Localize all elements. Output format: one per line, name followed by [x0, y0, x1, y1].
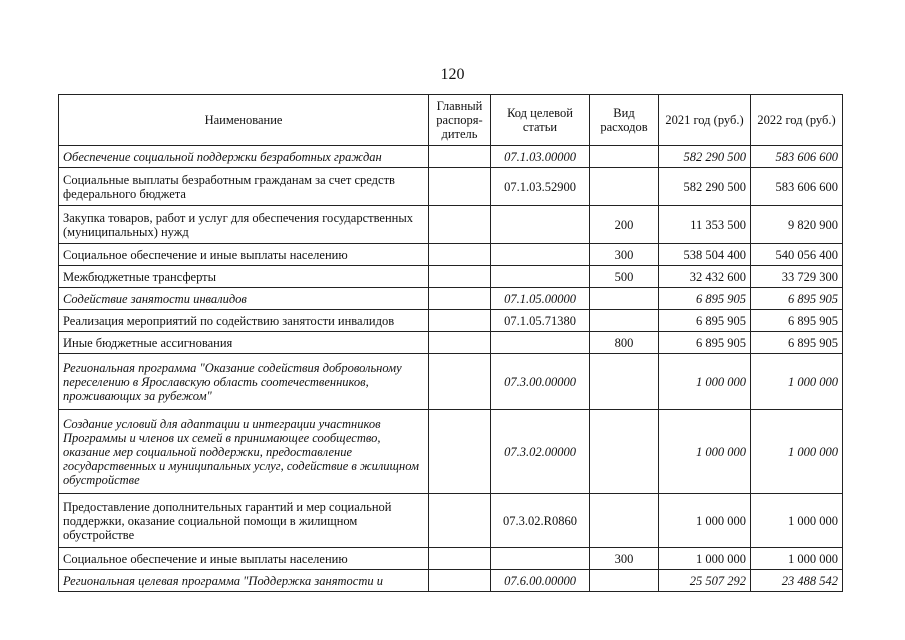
- cell-2022: 583 606 600: [751, 146, 843, 168]
- cell-expense-type: [590, 354, 659, 410]
- cell-target-code: [491, 548, 590, 570]
- cell-2021: 1 000 000: [659, 410, 751, 494]
- cell-manager: [429, 548, 491, 570]
- cell-name: Региональная программа "Оказание содействия добровольному переселению в Ярославскую область соотечественников, проживающих за рубежом": [59, 354, 429, 410]
- cell-name: Создание условий для адаптации и интеграции участников Программы и членов их семей в принимающее сообщество, оказание мер социальной поддержки, предоставление государственных и муниципальных услуг, содействие в жилищном обустройстве: [59, 410, 429, 494]
- cell-name: Иные бюджетные ассигнования: [59, 332, 429, 354]
- cell-manager: [429, 354, 491, 410]
- cell-manager: [429, 570, 491, 592]
- cell-target-code: 07.1.05.00000: [491, 288, 590, 310]
- cell-manager: [429, 288, 491, 310]
- cell-2022: 6 895 905: [751, 288, 843, 310]
- cell-manager: [429, 168, 491, 206]
- cell-name: Социальное обеспечение и иные выплаты населению: [59, 548, 429, 570]
- cell-target-code: 07.3.02.00000: [491, 410, 590, 494]
- table-row: [59, 266, 843, 288]
- table-row: [59, 206, 843, 244]
- table-row: [59, 244, 843, 266]
- header-2021: 2021 год (руб.): [659, 95, 751, 146]
- table-row: [59, 548, 843, 570]
- page-number: 120: [440, 66, 465, 83]
- cell-name: Региональная целевая программа "Поддержка занятости и: [59, 570, 429, 592]
- cell-manager: [429, 410, 491, 494]
- cell-name: Социальные выплаты безработным гражданам за счет средств федерального бюджета: [59, 168, 429, 206]
- cell-2022: 33 729 300: [751, 266, 843, 288]
- cell-name: Реализация мероприятий по содействию занятости инвалидов: [59, 310, 429, 332]
- cell-name: Предоставление дополнительных гарантий и мер социальной поддержки, оказание социальной помощи в жилищном обустройстве: [59, 494, 429, 548]
- cell-name: Закупка товаров, работ и услуг для обеспечения государственных (муниципальных) нужд: [59, 206, 429, 244]
- header-name: Наименование: [59, 95, 429, 146]
- cell-2021: 11 353 500: [659, 206, 751, 244]
- cell-2022: 23 488 542: [751, 570, 843, 592]
- cell-expense-type: 500: [590, 266, 659, 288]
- table-row: [59, 310, 843, 332]
- table-row: [59, 494, 843, 548]
- cell-manager: [429, 206, 491, 244]
- cell-expense-type: 200: [590, 206, 659, 244]
- cell-target-code: 07.3.00.00000: [491, 354, 590, 410]
- table-row: [59, 332, 843, 354]
- budget-table: [58, 94, 843, 592]
- cell-name: Межбюджетные трансферты: [59, 266, 429, 288]
- cell-2021: 6 895 905: [659, 288, 751, 310]
- cell-target-code: [491, 244, 590, 266]
- table-row: [59, 288, 843, 310]
- cell-manager: [429, 244, 491, 266]
- cell-expense-type: [590, 570, 659, 592]
- cell-2021: 582 290 500: [659, 146, 751, 168]
- header-expense-type: Вид расходов: [590, 95, 659, 146]
- cell-2021: 6 895 905: [659, 310, 751, 332]
- cell-2022: 1 000 000: [751, 354, 843, 410]
- table-row: [59, 354, 843, 410]
- table-row: [59, 168, 843, 206]
- cell-2022: 1 000 000: [751, 548, 843, 570]
- cell-2022: 583 606 600: [751, 168, 843, 206]
- cell-2021: 25 507 292: [659, 570, 751, 592]
- cell-2022: 9 820 900: [751, 206, 843, 244]
- cell-expense-type: [590, 168, 659, 206]
- header-manager: Главный распоря-дитель: [429, 95, 491, 146]
- cell-expense-type: [590, 410, 659, 494]
- cell-2021: 6 895 905: [659, 332, 751, 354]
- cell-target-code: 07.1.05.71380: [491, 310, 590, 332]
- cell-2022: 1 000 000: [751, 410, 843, 494]
- cell-2021: 1 000 000: [659, 548, 751, 570]
- cell-name: Обеспечение социальной поддержки безработных граждан: [59, 146, 429, 168]
- cell-expense-type: [590, 146, 659, 168]
- cell-target-code: 07.3.02.R0860: [491, 494, 590, 548]
- cell-manager: [429, 266, 491, 288]
- cell-expense-type: [590, 288, 659, 310]
- cell-2021: 582 290 500: [659, 168, 751, 206]
- table-row: [59, 570, 843, 592]
- cell-expense-type: 800: [590, 332, 659, 354]
- cell-2021: 538 504 400: [659, 244, 751, 266]
- cell-target-code: 07.6.00.00000: [491, 570, 590, 592]
- cell-expense-type: 300: [590, 548, 659, 570]
- cell-expense-type: 300: [590, 244, 659, 266]
- cell-expense-type: [590, 310, 659, 332]
- cell-2022: 6 895 905: [751, 310, 843, 332]
- cell-2021: 1 000 000: [659, 494, 751, 548]
- cell-manager: [429, 146, 491, 168]
- cell-target-code: 07.1.03.52900: [491, 168, 590, 206]
- cell-name: Содействие занятости инвалидов: [59, 288, 429, 310]
- table-row: [59, 146, 843, 168]
- cell-target-code: [491, 332, 590, 354]
- cell-target-code: [491, 266, 590, 288]
- cell-2022: 540 056 400: [751, 244, 843, 266]
- cell-2021: 1 000 000: [659, 354, 751, 410]
- cell-target-code: [491, 206, 590, 244]
- header-2022: 2022 год (руб.): [751, 95, 843, 146]
- table-row: [59, 410, 843, 494]
- cell-expense-type: [590, 494, 659, 548]
- cell-target-code: 07.1.03.00000: [491, 146, 590, 168]
- table-header-row: [59, 95, 843, 146]
- cell-manager: [429, 332, 491, 354]
- cell-2022: 6 895 905: [751, 332, 843, 354]
- cell-2021: 32 432 600: [659, 266, 751, 288]
- cell-manager: [429, 494, 491, 548]
- cell-name: Социальное обеспечение и иные выплаты населению: [59, 244, 429, 266]
- cell-manager: [429, 310, 491, 332]
- cell-2022: 1 000 000: [751, 494, 843, 548]
- header-target-code: Код целевой статьи: [491, 95, 590, 146]
